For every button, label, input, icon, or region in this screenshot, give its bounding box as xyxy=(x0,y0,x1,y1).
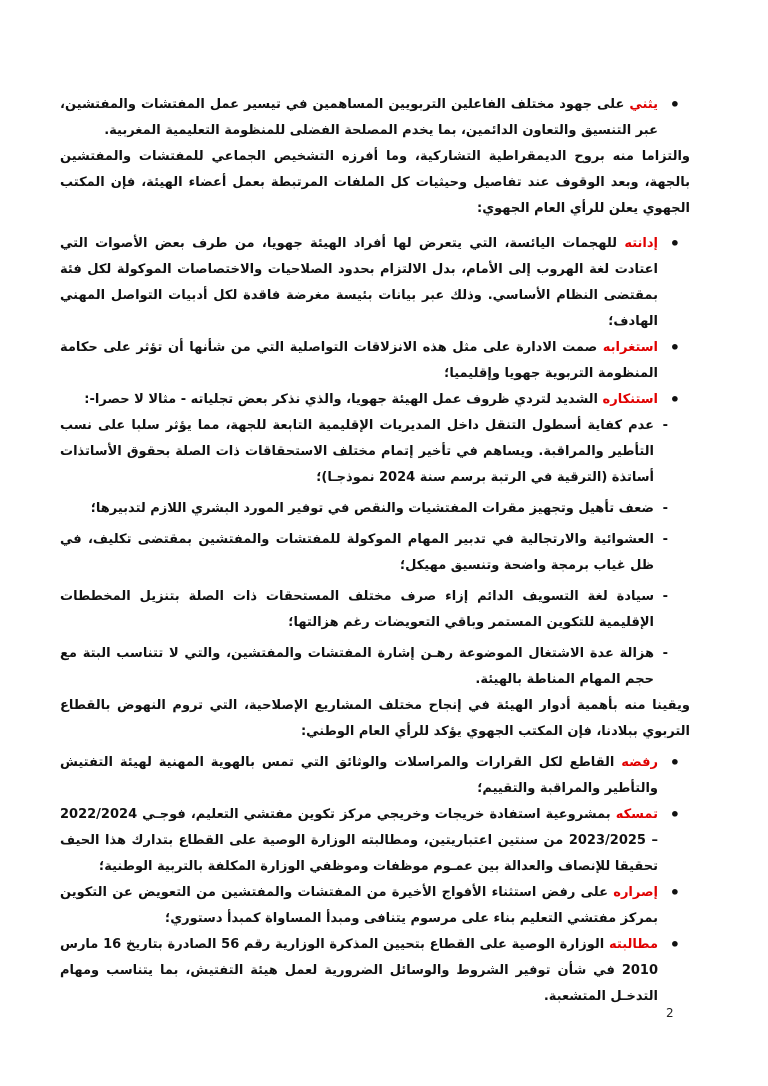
paragraph-intro-national: ويقينا منه بأهمية أدوار الهيئة في إنجاح مختلف المشاريع الإصلاحية، التي تروم النهوض بالقطاع التربوي ببلادنا، فإن المكتب الجهوي يؤكد للرأي العام الوطني: xyxy=(60,698,690,739)
item-text: صمت الادارة على مثل هذه الانزلاقات التواصلية التي من شأنها أن تؤثر على حكامة المنظومة التربوية جهويا وإقليميا؛ xyxy=(60,340,658,381)
list-item-persistence xyxy=(60,880,690,932)
list-item-rejection xyxy=(60,750,690,802)
item-text: على جهود مختلف الفاعلين التربويين المساهمين في تيسير عمل المفتشات والمفتشين، عبر التنسيق والتعاون الدائمين، بما يخدم المصلحة الفضلى للمنظومة التعليمية المغربية. xyxy=(60,97,658,138)
sub-item-offices: - ضعف تأهيل وتجهيز مقرات المفتشيات والنقص في توفير المورد البشري اللازم لتدبيرها؛ xyxy=(60,496,690,522)
item-text: بمشروعية استفادة خريجات وخريجي مركز تكوين مفتشي التعليم، فوجـي 2022/2024 – 2023/2025 من سنتين اعتباريتين، ومطالبته الوزارة الوصية على القطاع بتدارك هذا الحيف تحقيقا للإنصاف والعدالة بين عمـوم موظفات وموظفي الوزارة المكلفة بالتربية الوطنية؛ xyxy=(60,807,659,874)
item-text: للهجمات اليائسة، التي يتعرض لها أفراد الهيئة جهويا، من طرف بعض الأصوات التي اعتادت لغة الهروب إلى الأمام، بدل الالتزام بحدود الصلاحيات والاختصاصات الموكولة لكل فئة بمقتضى النظام الأساسي. وذلك عبر بيانات بئيسة مغرضة فاقدة لكل أدبيات التواصل المهني الهادف؛ xyxy=(60,236,658,329)
list-item-surprise xyxy=(60,335,690,387)
keyword: استغرابه xyxy=(602,340,658,355)
list-item-praise xyxy=(60,92,690,144)
keyword: رفضه xyxy=(621,755,658,770)
list-item-demand xyxy=(60,932,690,1010)
paragraph-intro-regional: والتزاما منه بروح الديمقراطية التشاركية، وما أفرزه التشخيص الجماعي للمفتشات والمفتشين بالجهة، وبعد الوقوف عند تفاصيل وحيثيات كل الملفات المرتبطة بعمل أعضاء الهيئة، فإن المكتب الجهوي يعلن للرأي العام الجهوي: xyxy=(60,149,690,216)
sub-item-transport: - عدم كفاية أسطول التنقل داخل المديريات الإقليمية التابعة للجهة، مما يؤثر سلبا على نسب التأطير والمراقبة. ويساهم في تأخير إتمام مختلف الاستحقاقات ذات الصلة بحقوق الأساتذات أساتذة (الترقية في الرتبة برسم سنة 2024 نموذجـا)؛ xyxy=(60,413,690,491)
item-text: على رفض استثناء الأفواج الأخيرة من المفتشات والمفتشين من التعويض عن التكوين بمركز مفتشي التعليم بناء على مرسوم يتنافى ومبدأ المساواة كمبدأ دستوري؛ xyxy=(60,885,658,926)
sub-item-randomness: - العشوائية والارتجالية في تدبير المهام الموكولة للمفتشات والمفتشين بمقتضى تكليف، في ظل غياب برمجة واضحة وتنسيق مهيكل؛ xyxy=(60,527,690,579)
sub-item-delays: - سيادة لغة التسويف الدائم إزاء صرف مختلف المستحقات ذات الصلة بتنزيل المخططات الإقليمية للتكوين المستمر وباقي التعويضات رغم هزالتها؛ xyxy=(60,584,690,636)
list-item-insistence xyxy=(60,802,690,880)
list-item-denunciation xyxy=(60,387,690,413)
document-body xyxy=(60,92,690,1010)
keyword: إدانته xyxy=(624,236,658,251)
item-text: القاطع لكل القرارات والمراسلات والوثائق التي تمس بالهوية المهنية لهيئة التفتيش والتأطير والمراقبة والتقييم؛ xyxy=(60,755,658,796)
page-number: 2 xyxy=(666,1006,674,1020)
keyword: مطالبته xyxy=(609,937,658,952)
list-item-condemnation xyxy=(60,231,690,335)
item-text: الشديد لتردي ظروف عمل الهيئة جهويا، والذي نذكر بعض تجلياته - مثالا لا حصرا-: xyxy=(84,392,603,407)
keyword: استنكاره xyxy=(602,392,658,407)
keyword: إصراره xyxy=(613,885,658,900)
sub-item-equipment: - هزالة عدة الاشتغال الموضوعة رهـن إشارة المفتشات والمفتشين، والتي لا تتناسب البتة مع حجم المهام المناطة بالهيئة. xyxy=(60,641,690,693)
keyword: يثني xyxy=(629,97,658,112)
keyword: تمسكه xyxy=(615,807,658,822)
item-text: الوزارة الوصية على القطاع بتحيين المذكرة الوزارية رقم 56 الصادرة بتاريخ 16 مارس 2010 في شأن توفير الشروط والوسائل الضرورية لعمل هيئة التفتيش، بما يتناسب ومهام التدخـل المتشعبة. xyxy=(60,937,658,1004)
